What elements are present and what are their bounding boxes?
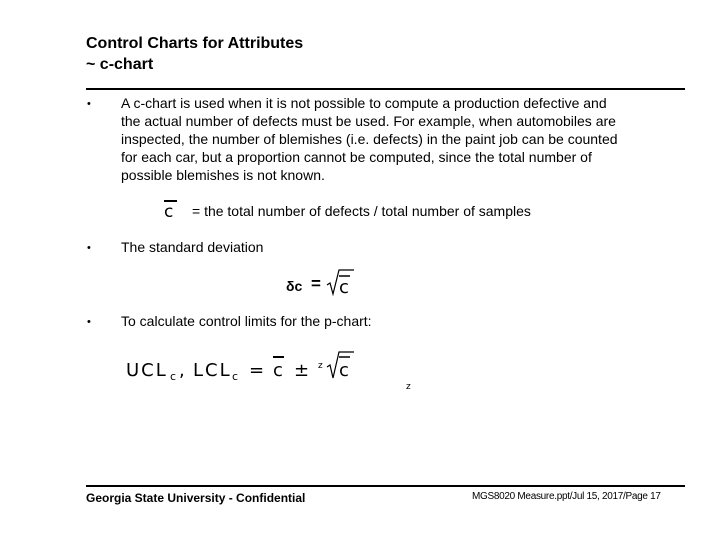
std-deviation-formula xyxy=(286,268,356,300)
std-formula-radicand: c xyxy=(339,277,349,298)
bullet-text-1 xyxy=(121,94,720,184)
footer-divider xyxy=(86,485,685,487)
control-limits-formula xyxy=(126,350,426,400)
formula-comma: , xyxy=(179,360,185,381)
bullet-1-line-5: possible blemishes is not known. xyxy=(121,167,325,183)
ucl-label: UCL xyxy=(126,360,168,381)
bullet-1-line-4: for each car, but a proportion cannot be computed, since the total number of xyxy=(121,149,592,165)
bullet-marker-3: • xyxy=(87,316,91,328)
cbar-definition-text: = the total number of defects / total number of samples xyxy=(192,203,531,219)
bullet-marker-2: • xyxy=(87,242,91,254)
title-line-2: ~ c-chart xyxy=(86,56,154,73)
bullet-1-line-1: A c-chart is used when it is not possible to compute a production defective and xyxy=(121,95,607,111)
bullet-marker-1: • xyxy=(87,98,91,110)
limits-equals: = xyxy=(249,360,265,381)
slide-title xyxy=(86,33,303,75)
footer-page-info: MGS8020 Measure.ppt/Jul 15, 2017/Page 17 xyxy=(472,491,661,502)
limits-radicand: c xyxy=(339,360,349,381)
z-multiplier: z xyxy=(318,361,323,371)
bullet-1-line-2: the actual number of defects must be used. For example, when automobiles are xyxy=(121,113,616,129)
title-divider xyxy=(86,88,685,90)
plus-minus-sign: ± xyxy=(294,360,310,381)
cbar-symbol: c xyxy=(164,202,174,222)
stray-z-label: z xyxy=(406,382,411,392)
std-formula-lhs: δc xyxy=(286,278,303,294)
limits-cbar-overline xyxy=(273,356,284,358)
lcl-label: LCL xyxy=(193,360,232,381)
bullet-text-2: The standard deviation xyxy=(121,239,264,255)
bullet-1-line-3: inspected, the number of blemishes (i.e. defects) in the paint job can be counted xyxy=(121,131,618,147)
ucl-subscript: c xyxy=(170,370,177,383)
footer-confidential: Georgia State University - Confidential xyxy=(86,491,306,505)
limits-cbar: c xyxy=(273,360,283,381)
std-formula-equals: = xyxy=(311,274,321,293)
lcl-subscript: c xyxy=(232,370,239,383)
title-line-1: Control Charts for Attributes xyxy=(86,35,304,52)
bullet-text-3: To calculate control limits for the p-chart: xyxy=(121,313,372,329)
